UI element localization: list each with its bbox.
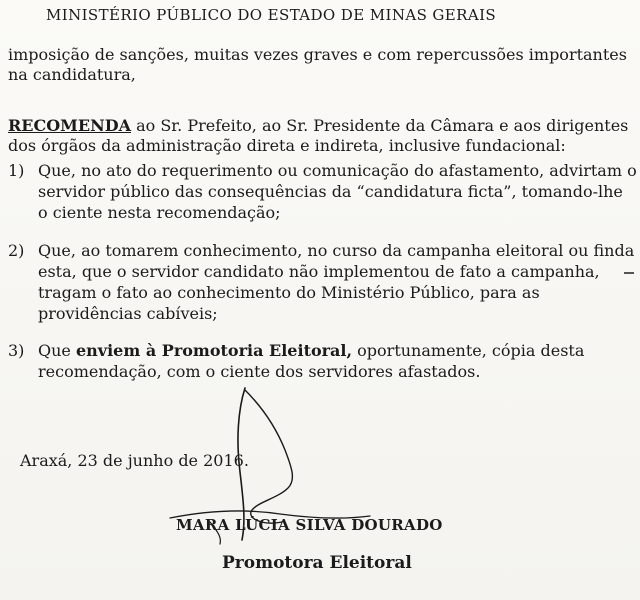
list-item-line: Que, ao tomarem conhecimento, no curso da campanha eleitoral ou finda — [38, 241, 635, 260]
list-item-number: 2) — [8, 241, 25, 260]
recommendation-paragraph — [8, 116, 628, 156]
recommendation-keyword: RECOMENDA — [8, 116, 131, 135]
list-item-number: 1) — [8, 161, 25, 180]
list-item-line — [38, 340, 584, 361]
list-item-text: Que — [38, 341, 76, 360]
list-item-line: tragam o fato ao conhecimento do Ministério Público, para as — [38, 283, 540, 302]
intro-line-2: na candidatura, — [8, 65, 136, 84]
list-item-line: o ciente nesta recomendação; — [38, 203, 281, 222]
list-item-line: recomendação, com o ciente dos servidores afastados. — [38, 362, 481, 381]
list-item-text: oportunamente, cópia desta — [352, 341, 585, 360]
intro-line-1: imposição de sanções, muitas vezes graves e com repercussões importantes — [8, 45, 627, 64]
list-item-line: esta, que o servidor candidato não implementou de fato a campanha, — [38, 262, 600, 281]
signer-name: MARA LÚCIA SILVA DOURADO — [176, 516, 443, 534]
list-item-emphasis: enviem à Promotoria Eleitoral, — [75, 341, 353, 360]
list-item-line: providências cabíveis; — [38, 304, 218, 323]
list-item-line: servidor público das consequências da “candidatura ficta”, tomando-lhe — [38, 182, 623, 201]
document-date: Araxá, 23 de junho de 2016. — [20, 451, 249, 470]
list-item-body — [38, 160, 637, 223]
scan-mark — [624, 272, 634, 274]
institution-header: MINISTÉRIO PÚBLICO DO ESTADO DE MINAS GERAIS — [46, 6, 497, 24]
list-item-line: Que, no ato do requerimento ou comunicação do afastamento, advirtam o — [38, 161, 637, 180]
list-item-body — [38, 240, 634, 324]
recommendation-line-1-rest: ao Sr. Prefeito, ao Sr. Presidente da Câmara e aos dirigentes — [130, 116, 629, 135]
recommendation-line-2: dos órgãos da administração direta e indireta, inclusive fundacional: — [8, 136, 566, 155]
list-item-number: 3) — [8, 341, 25, 360]
intro-paragraph — [8, 45, 627, 85]
list-item-body — [38, 340, 584, 382]
recommendation-line-1 — [8, 116, 628, 136]
signer-role: Promotora Eleitoral — [222, 553, 412, 573]
